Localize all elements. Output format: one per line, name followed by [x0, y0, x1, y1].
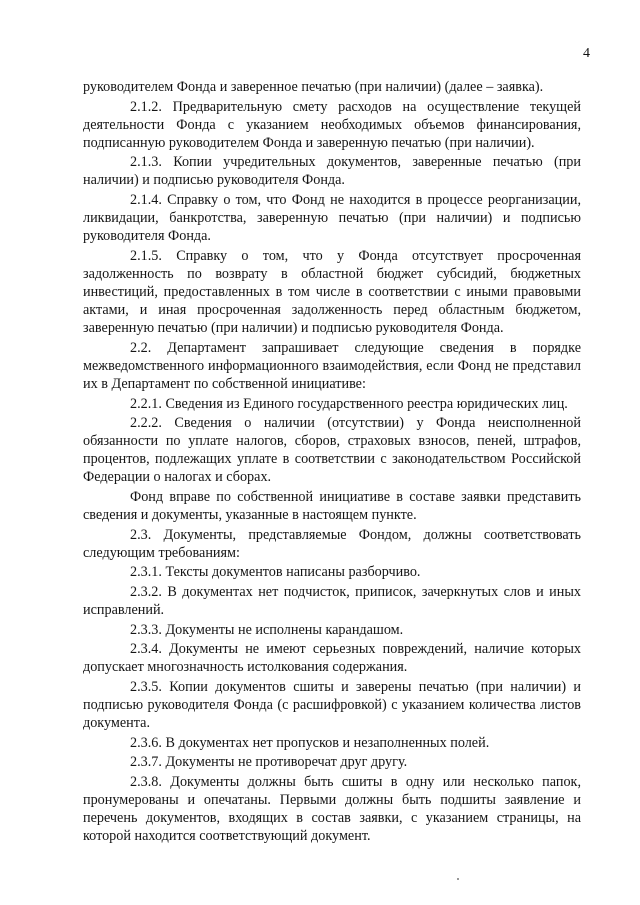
document-body — [83, 78, 581, 845]
paragraph-2-1-4: 2.1.4. Справку о том, что Фонд не находится в процессе реорганизации, ликвидации, банкротства, заверенную печатью (при наличии) и подписью руководителя Фонда. — [83, 192, 581, 245]
page-number: 4 — [583, 46, 590, 61]
paragraph-2-2-2: 2.2.2. Сведения о наличии (отсутствии) у Фонда неисполненной обязанности по уплате налогов, сборов, страховых взносов, пеней, штрафов, процентов, подлежащих уплате в соответствии с законодательством Российской Федерации о налогах и сборах. — [83, 415, 581, 486]
paragraph-2-3-5: 2.3.5. Копии документов сшиты и заверены печатью (при наличии) и подписью руководителя Фонда (с расшифровкой) с указанием количества листов документа. — [83, 679, 581, 732]
paragraph-fond-right: Фонд вправе по собственной инициативе в составе заявки представить сведения и документы, указанные в настоящем пункте. — [83, 489, 581, 524]
paragraph-2-2-1: 2.2.1. Сведения из Единого государственного реестра юридических лиц. — [130, 395, 568, 412]
paragraph-2-1-5: 2.1.5. Справку о том, что у Фонда отсутствует просроченная задолженность по возврату в областной бюджет субсидий, бюджетных инвестиций, предоставленных в том числе в соответствии с иными правовыми актами, и иная просроченная задолженность перед областным бюджетом, заверенную печатью (при наличии) и подписью руководителя Фонда. — [83, 247, 581, 337]
paragraph-2-3-2: 2.3.2. В документах нет подчисток, приписок, зачеркнутых слов и иных исправлений. — [83, 584, 581, 619]
paragraph-2-3: 2.3. Документы, представляемые Фондом, должны соответствовать следующим требованиям: — [83, 526, 581, 561]
paragraph-2-1-2: 2.1.2. Предварительную смету расходов на осуществление текущей деятельности Фонда с указанием необходимых объемов финансирования, подписанную руководителем Фонда и заверенную печатью (при наличии). — [83, 98, 581, 151]
paragraph-2-3-3: 2.3.3. Документы не исполнены карандашом. — [130, 621, 404, 638]
paragraph-2-3-8: 2.3.8. Документы должны быть сшиты в одну или несколько папок, пронумерованы и опечатаны. Первыми должны быть подшиты заявление и перечень документов, входящих в состав заявки, с указанием страницы, на которой находится соответствующий документ. — [83, 773, 581, 845]
paragraph-2-3-4: 2.3.4. Документы не имеют серьезных повреждений, наличие которых допускает многозначность истолкования содержания. — [83, 641, 581, 676]
paragraph-2-3-1: 2.3.1. Тексты документов написаны разборчиво. — [130, 564, 421, 581]
paragraph-2-1-3: 2.1.3. Копии учредительных документов, заверенные печатью (при наличии) и подписью руководителя Фонда. — [83, 154, 581, 189]
paragraph-2-2: 2.2. Департамент запрашивает следующие сведения в порядке межведомственного информационного взаимодействия, если Фонд не представил их в Департамент по собственной инициативе: — [83, 339, 581, 392]
paragraph-2-3-6: 2.3.6. В документах нет пропусков и незаполненных полей. — [130, 734, 490, 751]
scan-speck — [457, 878, 459, 880]
paragraph-2-3-7: 2.3.7. Документы не противоречат друг другу. — [130, 754, 408, 771]
paragraph-intro: руководителем Фонда и заверенное печатью (при наличии) (далее – заявка). — [83, 79, 544, 95]
